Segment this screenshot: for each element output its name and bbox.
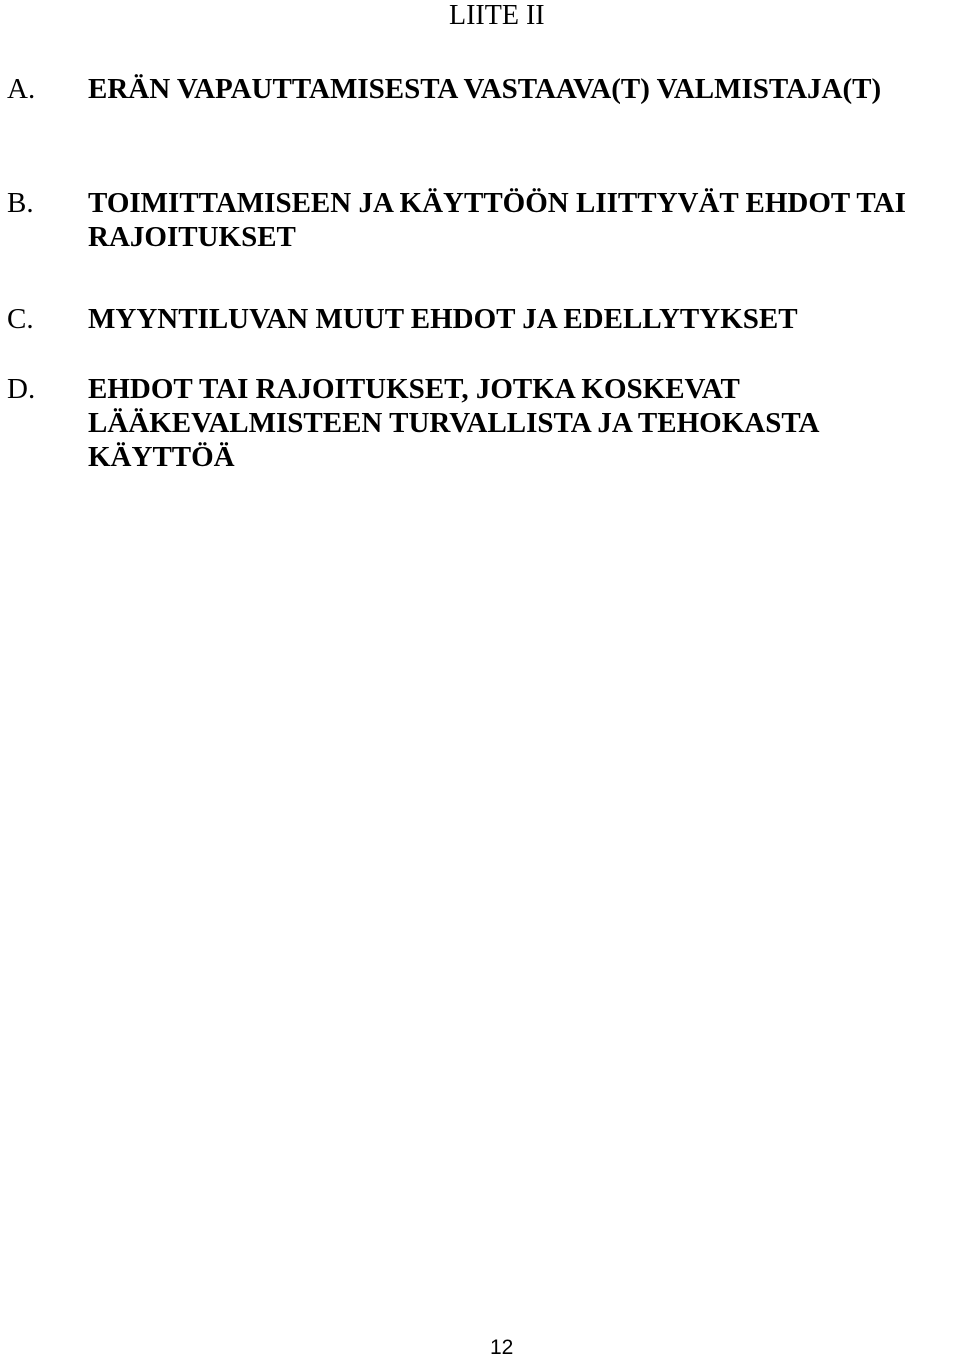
section-heading: EHDOT TAI RAJOITUKSET, JOTKA KOSKEVAT LÄÄKEVALMISTEEN TURVALLISTA JA TEHOKASTA KÄYTTÖÄ [88,373,818,473]
section-heading: MYYNTILUVAN MUUT EHDOT JA EDELLYTYKSET [88,303,798,335]
section-letter: C. [7,303,34,335]
section-letter: B. [7,187,34,219]
section-heading: TOIMITTAMISEEN JA KÄYTTÖÖN LIITTYVÄT EHDOT TAI RAJOITUKSET [88,187,906,253]
section-letter: D. [7,373,36,405]
page-title: LIITE II [449,0,545,31]
section-letter: A. [7,73,36,105]
section-heading: ERÄN VAPAUTTAMISESTA VASTAAVA(T) VALMISTAJA(T) [88,73,882,105]
page-number: 12 [490,1336,514,1359]
